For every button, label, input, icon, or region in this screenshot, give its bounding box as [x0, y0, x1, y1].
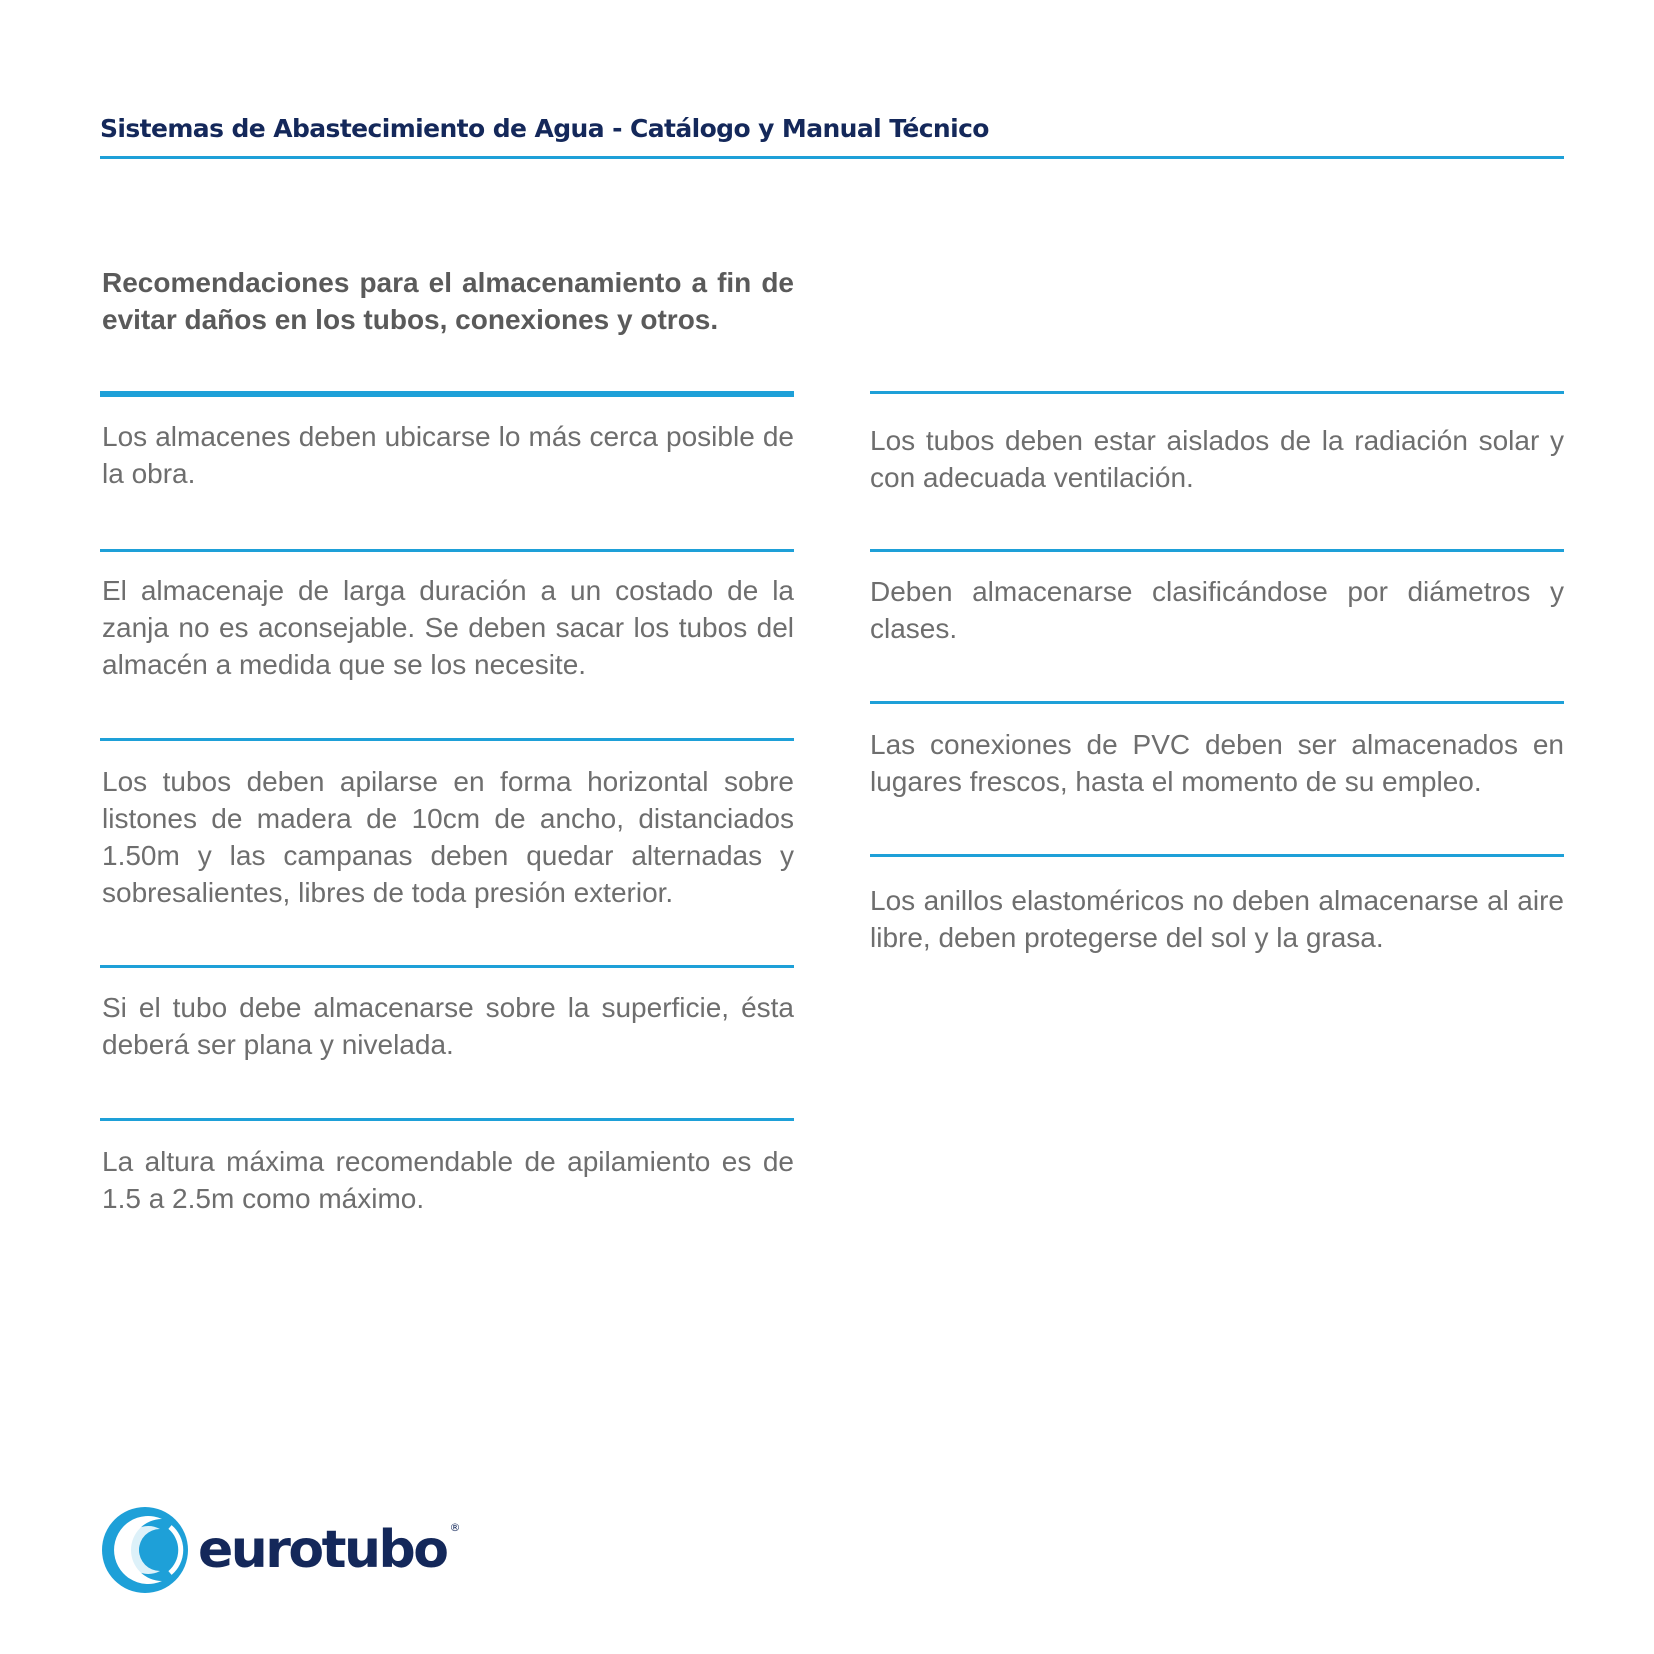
header-divider [100, 156, 1564, 159]
page-header-title: Sistemas de Abastecimiento de Agua - Catálogo y Manual Técnico [100, 114, 989, 143]
recommendation-right-2: Deben almacenarse clasificándose por diámetros y clases. [870, 576, 1564, 644]
recommendation-left-3: Los tubos deben apilarse en forma horizontal sobre listones de madera de 10cm de ancho, distanciados 1.50m y las campanas deben quedar alternadas y sobresalientes, libres de toda presión exterior. [102, 766, 794, 908]
right-divider-3 [870, 701, 1564, 704]
right-divider-2 [870, 549, 1564, 552]
left-divider-3 [100, 738, 794, 741]
recommendation-left-2: El almacenaje de larga duración a un costado de la zanja no es aconsejable. Se deben sacar los tubos del almacén a medida que se los necesite. [102, 575, 794, 680]
section-heading: Recomendaciones para el almacenamiento a fin de evitar daños en los tubos, conexiones y otros. [102, 267, 794, 335]
recommendation-left-1: Los almacenes deben ubicarse lo más cerca posible de la obra. [102, 421, 794, 489]
right-divider-4 [870, 854, 1564, 857]
logo-wordmark-text: eurotubo [198, 1520, 447, 1580]
left-divider-5 [100, 1118, 794, 1121]
logo-wordmark [198, 1520, 461, 1580]
recommendation-right-4: Los anillos elastoméricos no deben almacenarse al aire libre, deben protegerse del sol y la grasa. [870, 885, 1564, 953]
registered-mark: ® [449, 1521, 461, 1534]
recommendation-right-1: Los tubos deben estar aislados de la radiación solar y con adecuada ventilación. [870, 425, 1564, 493]
recommendation-left-4: Si el tubo debe almacenarse sobre la superficie, ésta deberá ser plana y nivelada. [102, 992, 794, 1060]
left-divider-top [100, 391, 794, 397]
eurotubo-logo [100, 1505, 461, 1595]
recommendation-left-5: La altura máxima recomendable de apilamiento es de 1.5 a 2.5m como máximo. [102, 1146, 794, 1214]
right-divider-top [870, 391, 1564, 394]
recommendation-right-3: Las conexiones de PVC deben ser almacenados en lugares frescos, hasta el momento de su empleo. [870, 729, 1564, 797]
left-divider-2 [100, 549, 794, 552]
eurotubo-swirl-icon [100, 1505, 190, 1595]
left-divider-4 [100, 965, 794, 968]
